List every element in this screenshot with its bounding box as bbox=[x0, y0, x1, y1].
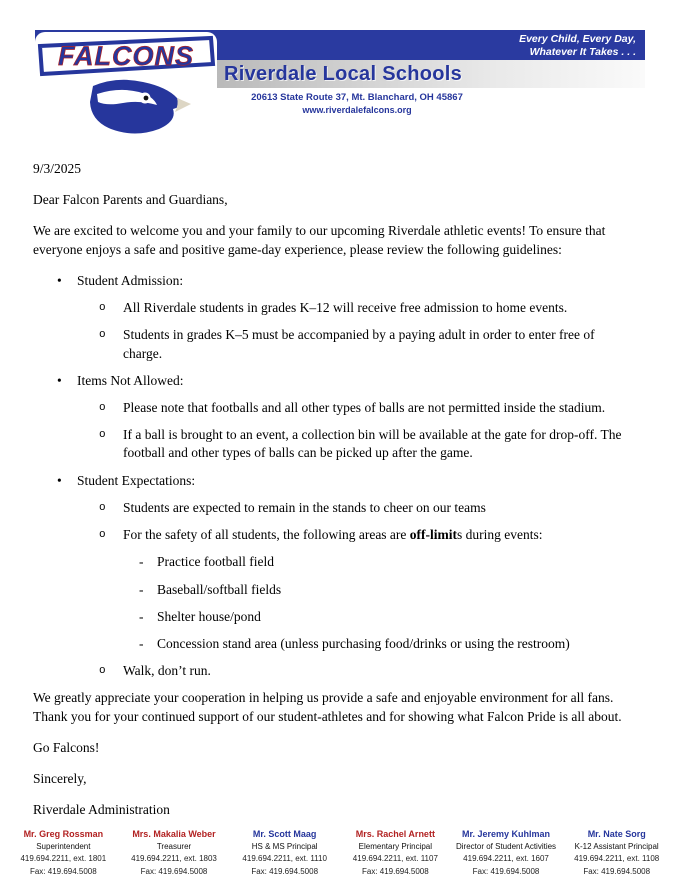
closing-paragraph: We greatly appreciate your cooperation in helping us provide a safe and enjoyable environment for all fans. Thank you for your continued support of our student-athletes and for showing what Falcon Pride is all about. bbox=[33, 690, 622, 724]
contact-title: Elementary Principal bbox=[358, 841, 433, 851]
sub-list-item: - Practice football field bbox=[33, 553, 633, 571]
go-falcons-line: Go Falcons! bbox=[33, 739, 100, 755]
logo-wordmark: FALCONS bbox=[57, 41, 195, 71]
falcon-logo-graphic bbox=[35, 32, 217, 136]
falcons-logo bbox=[35, 32, 217, 136]
falcon-head-icon bbox=[90, 80, 191, 134]
list-item: o Walk, don’t run. bbox=[33, 662, 633, 680]
contact-name: Mr. Greg Rossman bbox=[23, 829, 104, 839]
sub-list-item: - Concession stand area (unless purchasing food/drinks or using the restroom) bbox=[33, 635, 633, 653]
sub-list-item: - Shelter house/pond bbox=[33, 608, 633, 626]
item-text-bold: off-limit bbox=[409, 527, 458, 543]
letter-date: 9/3/2025 bbox=[33, 161, 82, 176]
contact-title: HS & MS Principal bbox=[251, 841, 318, 851]
letter-body bbox=[33, 160, 633, 832]
contact-name: Mrs. Makalia Weber bbox=[132, 829, 216, 839]
footer-contacts bbox=[8, 828, 672, 878]
section-title: • Student Admission: bbox=[33, 272, 633, 290]
list-item: o Students in grades K–5 must be accompanied by a paying adult in order to enter free of charge. bbox=[33, 326, 633, 362]
tagline-line2: Whatever It Takes . . . bbox=[529, 46, 636, 59]
contact-card bbox=[229, 828, 340, 878]
list-item: o Students are expected to remain in the stands to cheer on our teams bbox=[33, 499, 633, 517]
tagline-line1: Every Child, Every Day, bbox=[519, 33, 636, 45]
contact-name: Mr. Scott Maag bbox=[252, 829, 317, 839]
contact-title: Superintendent bbox=[36, 841, 91, 851]
contact-fax: Fax: 419.694.5008 bbox=[583, 866, 651, 876]
contact-name: Mrs. Rachel Arnett bbox=[355, 829, 435, 839]
contact-phone: 419.694.2211, ext. 1110 bbox=[242, 854, 327, 863]
section-title: • Items Not Allowed: bbox=[33, 372, 633, 390]
contact-fax: Fax: 419.694.5008 bbox=[361, 866, 429, 876]
list-item-with-bold bbox=[33, 526, 633, 544]
contact-title: K-12 Assistant Principal bbox=[574, 841, 659, 851]
school-address: 20613 State Route 37, Mt. Blanchard, OH 45867 bbox=[251, 92, 463, 103]
contact-phone: 419.694.2211, ext. 1803 bbox=[131, 854, 217, 863]
sincerely-line: Sincerely, bbox=[33, 771, 87, 787]
contact-phone: 419.694.2211, ext. 1107 bbox=[352, 854, 438, 863]
contact-fax: Fax: 419.694.5008 bbox=[472, 866, 540, 876]
sub-list-item: - Baseball/softball fields bbox=[33, 581, 633, 599]
contact-card bbox=[340, 828, 451, 878]
contact-fax: Fax: 419.694.5008 bbox=[140, 866, 208, 876]
contact-title: Treasurer bbox=[156, 841, 192, 851]
list-item: o Please note that footballs and all other types of balls are not permitted inside the stadium. bbox=[33, 399, 633, 417]
district-tagline bbox=[519, 33, 636, 59]
salutation: Dear Falcon Parents and Guardians, bbox=[33, 192, 228, 208]
contact-phone: 419.694.2211, ext. 1801 bbox=[20, 854, 107, 863]
contact-fax: Fax: 419.694.5008 bbox=[29, 866, 97, 876]
contact-card bbox=[119, 828, 230, 878]
contact-fax: Fax: 419.694.5008 bbox=[251, 866, 319, 876]
contact-card bbox=[451, 828, 562, 878]
contact-name: Mr. Nate Sorg bbox=[587, 829, 646, 839]
contact-phone: 419.694.2211, ext. 1607 bbox=[463, 854, 549, 863]
list-item: o If a ball is brought to an event, a collection bin will be available at the gate for drop-off. The football and other types of balls can be picked up after the game. bbox=[33, 426, 633, 462]
list-item: o All Riverdale students in grades K–12 will receive free admission to home events. bbox=[33, 299, 633, 317]
section-title: • Student Expectations: bbox=[33, 472, 633, 490]
contact-title: Director of Student Activities bbox=[456, 841, 557, 851]
contact-card bbox=[561, 828, 672, 878]
intro-paragraph: We are excited to welcome you and your family to our upcoming Riverdale athletic events! To ensure that everyone enjoys a safe and positive game-day experience, please review the following guidelines: bbox=[33, 223, 606, 257]
contact-name: Mr. Jeremy Kuhlman bbox=[462, 829, 551, 839]
guidelines-list bbox=[33, 272, 633, 681]
item-text-pre: For the safety of all students, the following areas are bbox=[123, 527, 410, 543]
letterhead bbox=[0, 0, 680, 150]
school-name: Riverdale Local Schools bbox=[224, 63, 463, 85]
item-text-post: s during events: bbox=[457, 527, 543, 543]
signature-line: Riverdale Administration bbox=[33, 802, 170, 818]
contact-card bbox=[8, 828, 119, 878]
school-website: www.riverdalefalcons.org bbox=[302, 105, 412, 115]
contact-phone: 419.694.2211, ext. 1108 bbox=[574, 854, 660, 863]
